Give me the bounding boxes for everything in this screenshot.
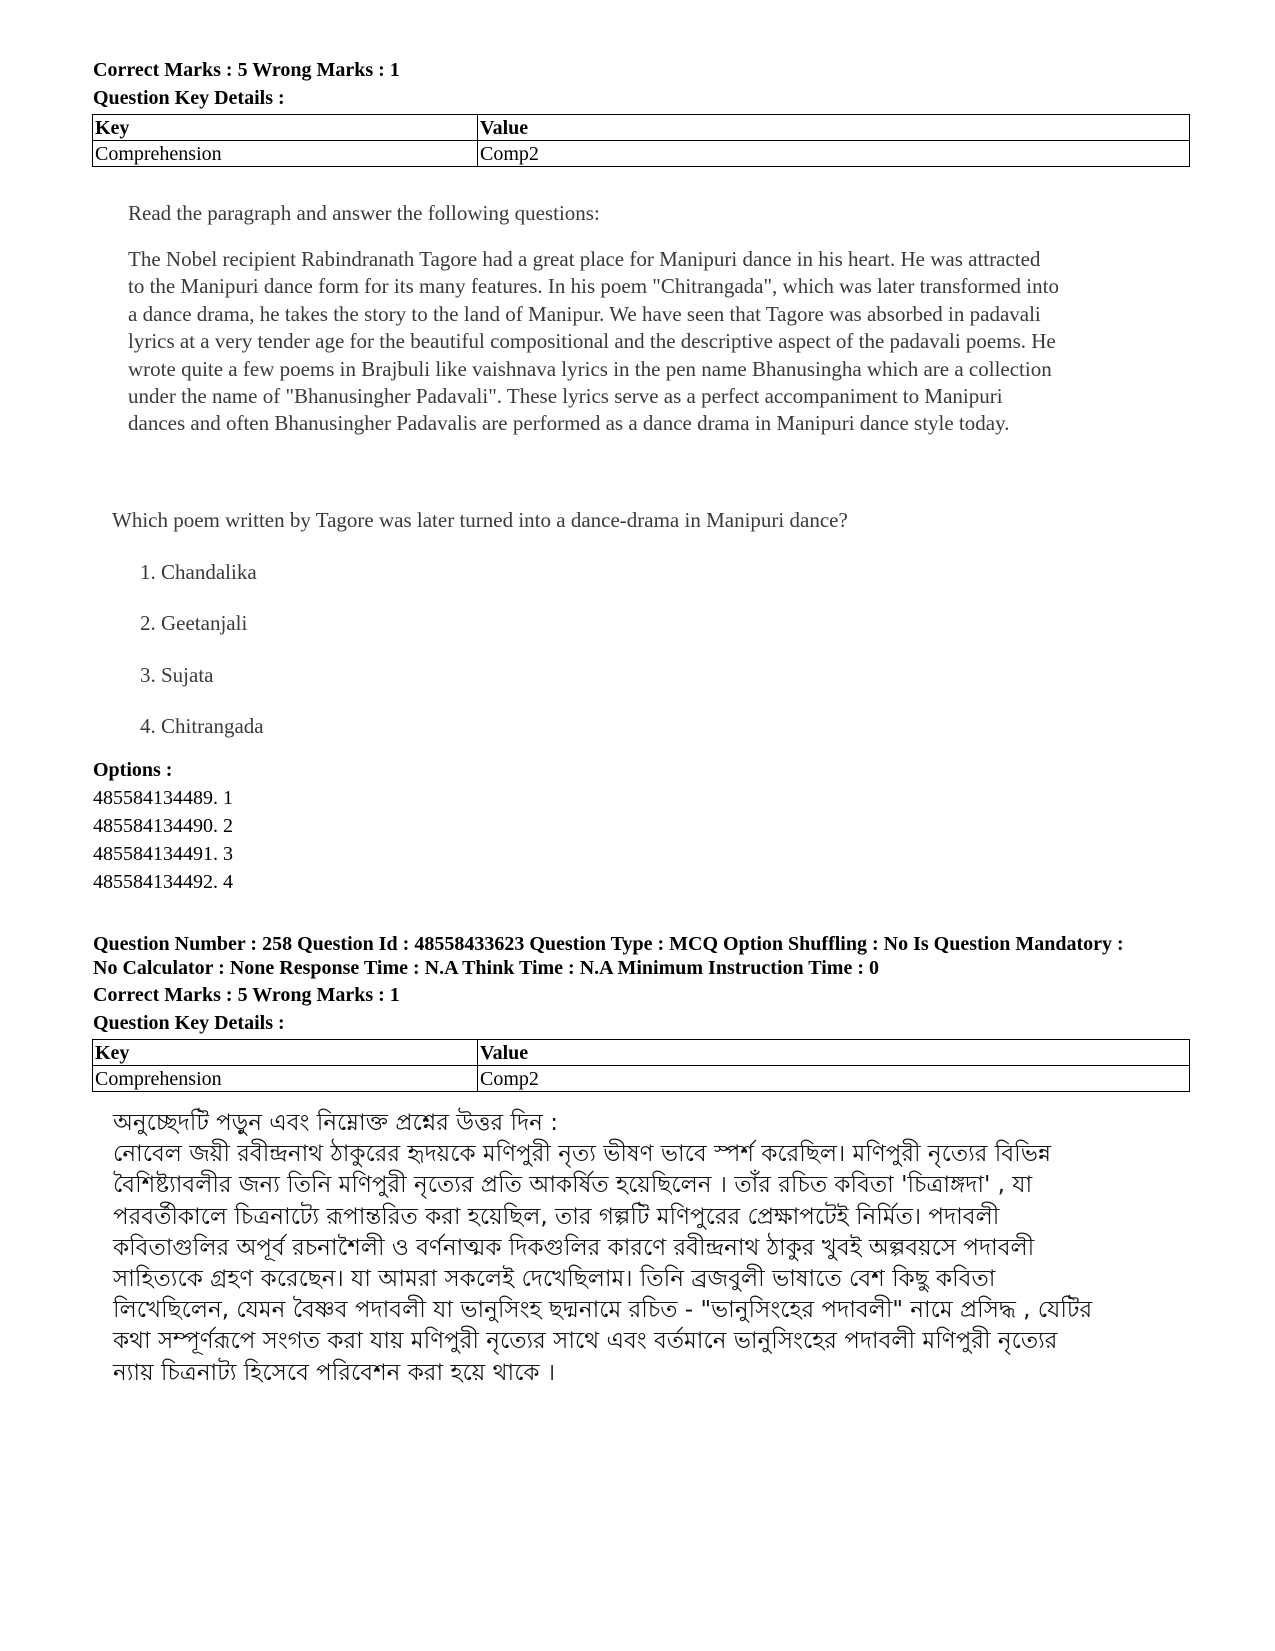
table-row	[93, 141, 1190, 167]
passage-line: dances and often Bhanusingher Padavalis are performed as a dance drama in Manipuri dance style today.	[128, 411, 1010, 436]
bengali-passage	[113, 1108, 1193, 1389]
bengali-line: ন্যায় চিত্রনাট্য হিসেবে পরিবেশন করা হয়ে থাকে ।	[113, 1359, 556, 1386]
passage-line: wrote quite a few poems in Brajbuli like vaishnava lyrics in the pen name Bhanusingha which are a collection	[128, 356, 1052, 381]
bengali-line: নোবেল জয়ী রবীন্দ্রনাথ ঠাকুরের হৃদয়কে মণিপুরী নৃত্য ভীষণ ভাবে স্পর্শ করেছিল। মণিপুরী নৃত্যের বিভিন্ন	[113, 1141, 1051, 1168]
q1-key-details-label: Question Key Details :	[93, 87, 285, 109]
bengali-line: লিখেছিলেন, যেমন বৈষ্ণব পদাবলী যা ভানুসিংহ ছদ্মনামে রচিত - "ভানুসিংহের পদাবলী" নামে প্রসিদ্ধ , যেটির	[113, 1297, 1093, 1324]
option-item: 485584134489. 1	[93, 787, 233, 809]
table-cell-value: Comp2	[478, 141, 1190, 167]
bengali-line: বৈশিষ্ট্যাবলীর জন্য তিনি মণিপুরী নৃত্যের প্রতি আকর্ষিত হয়েছিলেন । তাঁর রচিত কবিতা 'চিত্রাঙ্গদা' , যা	[113, 1172, 1033, 1199]
question-text: Which poem written by Tagore was later turned into a dance-drama in Manipuri dance?	[112, 508, 848, 532]
table-row	[93, 1066, 1190, 1092]
table-cell-key: Comprehension	[93, 1066, 478, 1092]
q2-meta-line: Question Number : 258 Question Id : 48558433623 Question Type : MCQ Option Shuffling : No Is Question Mandatory :	[93, 933, 1124, 955]
q2-key-table	[92, 1039, 1190, 1092]
bengali-line: কথা সম্পূর্ণরূপে সংগত করা যায় মণিপুরী নৃত্যের সাথে এবং বর্তমানে ভানুসিংহের পদাবলী মণিপুরী নৃত্যের	[113, 1328, 1058, 1355]
passage-text	[128, 246, 1188, 438]
table-header-key: Key	[93, 115, 478, 141]
option-item: 485584134491. 3	[93, 843, 233, 865]
passage-line: The Nobel recipient Rabindranath Tagore had a great place for Manipuri dance in his heart. He was attracted	[128, 247, 1041, 271]
options-label: Options :	[93, 759, 173, 781]
q1-marks-line: Correct Marks : 5 Wrong Marks : 1	[93, 59, 400, 81]
table-header-key: Key	[93, 1040, 478, 1066]
q2-key-details-label: Question Key Details :	[93, 1012, 285, 1034]
bengali-line: কবিতাগুলির অপূর্ব রচনাশৈলী ও বর্ণনাত্মক দিকগুলির কারণে রবীন্দ্রনাথ ঠাকুর খুবই অল্পবয়সে পদাবলী	[113, 1234, 1035, 1261]
table-header-value: Value	[478, 1040, 1190, 1066]
q2-meta	[93, 932, 1193, 980]
bengali-line: অনুচ্ছেদটি পড়ুন এবং নিম্নোক্ত প্রশ্নের উত্তর দিন :	[113, 1110, 558, 1136]
passage-intro: Read the paragraph and answer the following questions:	[128, 201, 600, 225]
q2-marks-line: Correct Marks : 5 Wrong Marks : 1	[93, 984, 400, 1006]
bengali-line: সাহিত্যকে গ্রহণ করেছেন। যা আমরা সকলেই দেখেছিলাম। তিনি ব্রজবুলী ভাষাতে বেশ কিছু কবিতা	[113, 1266, 996, 1293]
choice-item: 3. Sujata	[140, 663, 214, 687]
passage-line: lyrics at a very tender age for the beautiful compositional and the descriptive aspect of the padavali poems. He	[128, 329, 1056, 354]
passage-line: to the Manipuri dance form for its many features. In his poem "Chitrangada", which was later transformed into	[128, 274, 1059, 299]
table-cell-value: Comp2	[478, 1066, 1190, 1092]
q1-key-table	[92, 114, 1190, 167]
option-item: 485584134490. 2	[93, 815, 233, 837]
table-cell-key: Comprehension	[93, 141, 478, 167]
choice-item: 1. Chandalika	[140, 560, 257, 584]
passage-line: under the name of "Bhanusingher Padavali". These lyrics serve as a perfect accompaniment to Manipuri	[128, 384, 1003, 409]
bengali-line: পরবর্তীকালে চিত্রনাট্যে রূপান্তরিত করা হয়েছিল, তার গল্পটি মণিপুরের প্রেক্ষাপটেই নির্মিত। পদাবলী	[113, 1203, 1000, 1230]
table-header-value: Value	[478, 115, 1190, 141]
q2-meta-line: No Calculator : None Response Time : N.A Think Time : N.A Minimum Instruction Time : 0	[93, 957, 879, 979]
passage-line: a dance drama, he takes the story to the land of Manipur. We have seen that Tagore was absorbed in padavali	[128, 301, 1041, 326]
choice-item: 2. Geetanjali	[140, 611, 248, 635]
choice-item: 4. Chitrangada	[140, 714, 264, 738]
option-item: 485584134492. 4	[93, 871, 233, 893]
